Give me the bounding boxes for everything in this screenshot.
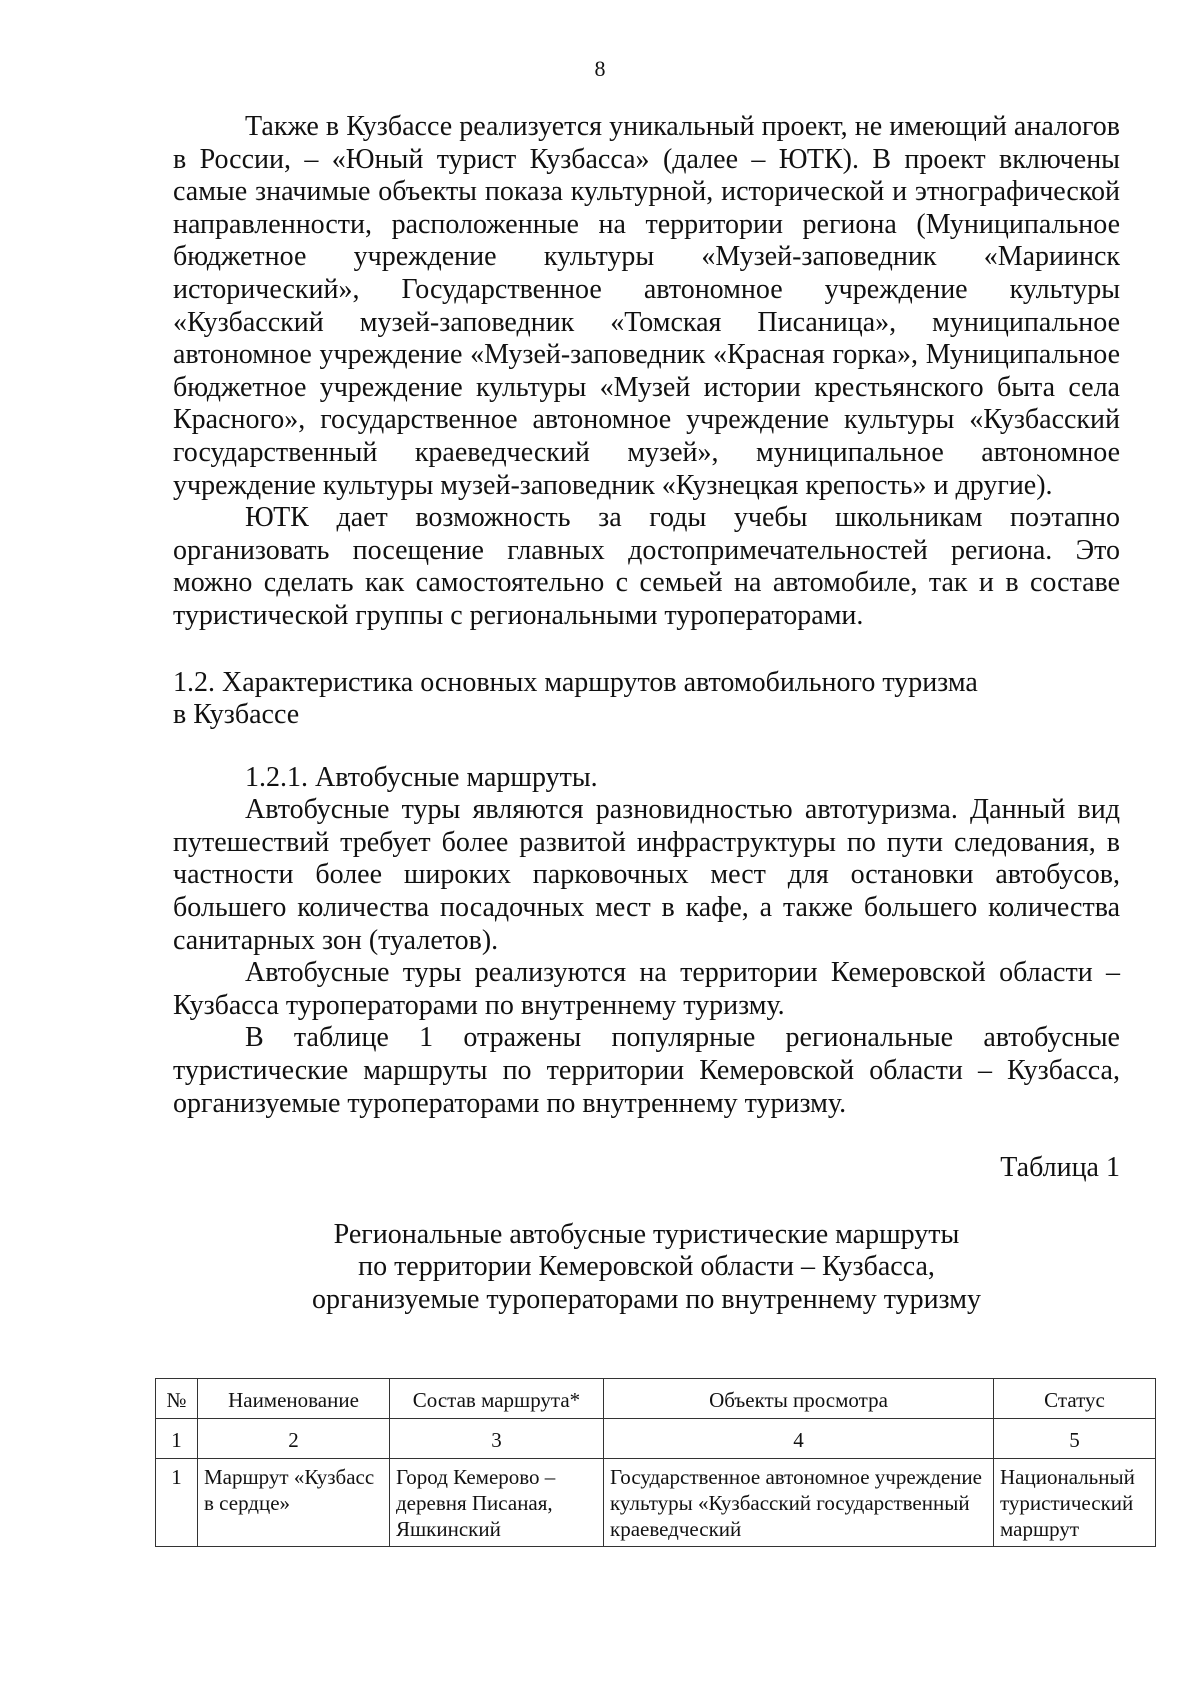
column-number-cell: 2 [198,1419,390,1459]
column-number-row [156,1419,1156,1459]
paragraph: Автобусные туры являются разновидностью автотуризма. Данный вид путешествий требует более развитой инфраструктуры по пути следования, в частности более широких парковочных мест для остановки автобусов, большего количества посадочных мест в кафе, а также большего количества санитарных зон (туалетов). [173,794,1120,956]
column-number-cell: 4 [604,1419,994,1459]
page-number: 8 [594,56,606,81]
column-number-cell: 3 [390,1419,604,1459]
table-header-row [156,1379,1156,1419]
subsection-heading: 1.2.1. Автобусные маршруты. [245,761,598,793]
paragraph: ЮТК дает возможность за годы учебы школьникам поэтапно организовать посещение главных достопримечательностей региона. Это можно сделать как самостоятельно с семьей на автомобиле, так и в составе туристической группы с региональными туроператорами. [173,502,1120,631]
header-cell-name: Наименование [198,1379,390,1419]
row-composition-cell: Город Кемерово – деревня Писаная, Яшкинский [390,1459,604,1547]
table-label: Таблица 1 [1000,1152,1120,1184]
routes-table [155,1378,1156,1547]
paragraph: Также в Кузбассе реализуется уникальный проект, не имеющий аналогов в России, – «Юный турист Кузбасса» (далее – ЮТК). В проект включены самые значимые объекты показа культурной, исторической и этнографической направленности, расположенные на территории региона (Муниципальное бюджетное учреждение культуры «Музей-заповедник «Мариинск исторический», Государственное автономное учреждение культуры «Кузбасский музей-заповедник «Томская Писаница», муниципальное автономное учреждение «Музей-заповедник «Красная горка», Муниципальное бюджетное учреждение культуры «Музей истории крестьянского быта села Красного», государственное автономное учреждение культуры «Кузбасский государственный краеведческий музей», муниципальное автономное учреждение культуры музей-заповедник «Кузнецкая крепость» и другие). [173,111,1120,501]
section-heading-line2: в Кузбассе [173,699,300,731]
paragraph: В таблице 1 отражены популярные региональные автобусные туристические маршруты по территории Кемеровской области – Кузбасса, организуемые туроператорами по внутреннему туризму. [173,1022,1120,1119]
row-name-cell: Маршрут «Кузбасс в сердце» [198,1459,390,1547]
table-caption-line: Региональные автобусные туристические маршруты [333,1218,960,1250]
row-objects-cell: Государственное автономное учреждение культуры «Кузбасский государственный краеведческий [604,1459,994,1547]
table-caption-line: организуемые туроператорами по внутреннему туризму [312,1284,981,1315]
row-status-cell: Национальный туристический маршрут [994,1459,1156,1547]
paragraph: Автобусные туры реализуются на территории Кемеровской области – Кузбасса туроператорами по внутреннему туризму. [173,957,1120,1021]
header-cell-composition: Состав маршрута* [390,1379,604,1419]
table-caption-line: по территории Кемеровской области – Кузбасса, [358,1251,935,1283]
header-cell-objects: Объекты просмотра [604,1379,994,1419]
column-number-cell: 5 [994,1419,1156,1459]
section-heading-line1: 1.2. Характеристика основных маршрутов автомобильного туризма [173,666,978,698]
section-heading [173,667,1120,732]
table-caption [173,1219,1120,1317]
table-row [156,1459,1156,1547]
row-number-cell: 1 [156,1459,198,1547]
header-cell-number: № [156,1379,198,1419]
document-body [173,111,1120,1317]
column-number-cell: 1 [156,1419,198,1459]
header-cell-status: Статус [994,1379,1156,1419]
